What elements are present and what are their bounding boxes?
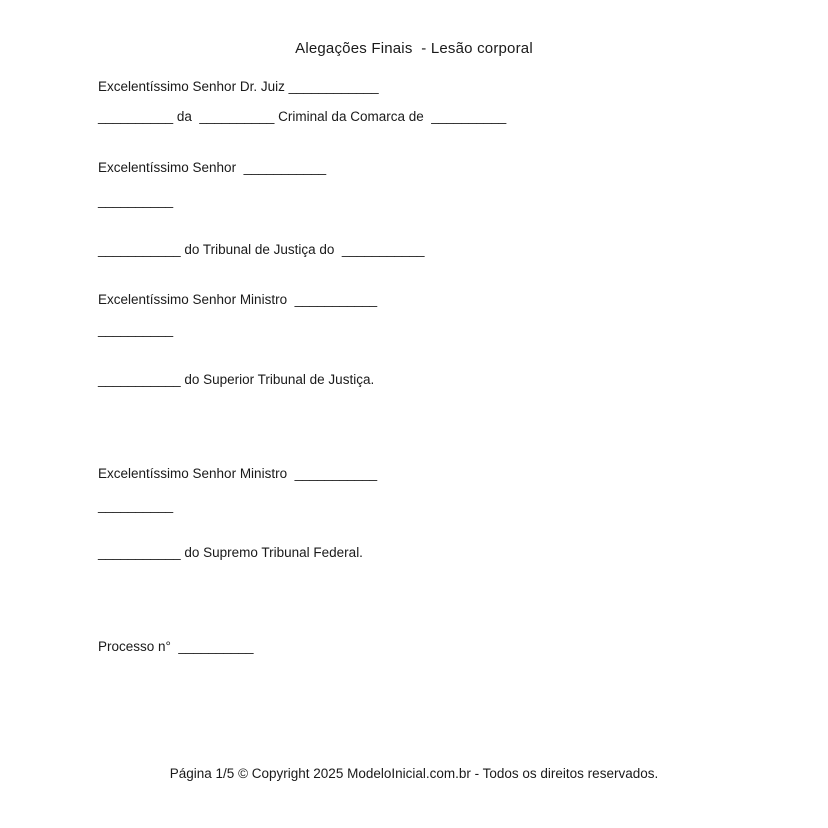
salutation-ministro-stf-line: Excelentíssimo Senhor Ministro ___________ <box>98 466 378 481</box>
salutation-judge-line: Excelentíssimo Senhor Dr. Juiz ____________ <box>98 79 379 94</box>
supremo-tribunal-line: ___________ do Supremo Tribunal Federal. <box>98 545 363 560</box>
page-footer: Página 1/5 © Copyright 2025 ModeloInicial.com.br - Todos os direitos reservados. <box>169 766 659 781</box>
blank-fill-line: __________ <box>98 322 174 337</box>
blank-fill-line: __________ <box>98 498 174 513</box>
blank-fill-line: __________ <box>98 193 174 208</box>
salutation-senhor-line: Excelentíssimo Senhor ___________ <box>98 160 327 175</box>
page-title: Alegações Finais - Lesão corporal <box>295 40 533 57</box>
processo-number-line: Processo n° __________ <box>98 639 254 654</box>
salutation-ministro-stj-line: Excelentíssimo Senhor Ministro ___________ <box>98 292 378 307</box>
superior-tribunal-line: ___________ do Superior Tribunal de Justiça. <box>98 372 375 387</box>
tribunal-justica-line: ___________ do Tribunal de Justiça do ___________ <box>98 242 425 257</box>
court-comarca-line: __________ da __________ Criminal da Comarca de __________ <box>98 109 507 124</box>
